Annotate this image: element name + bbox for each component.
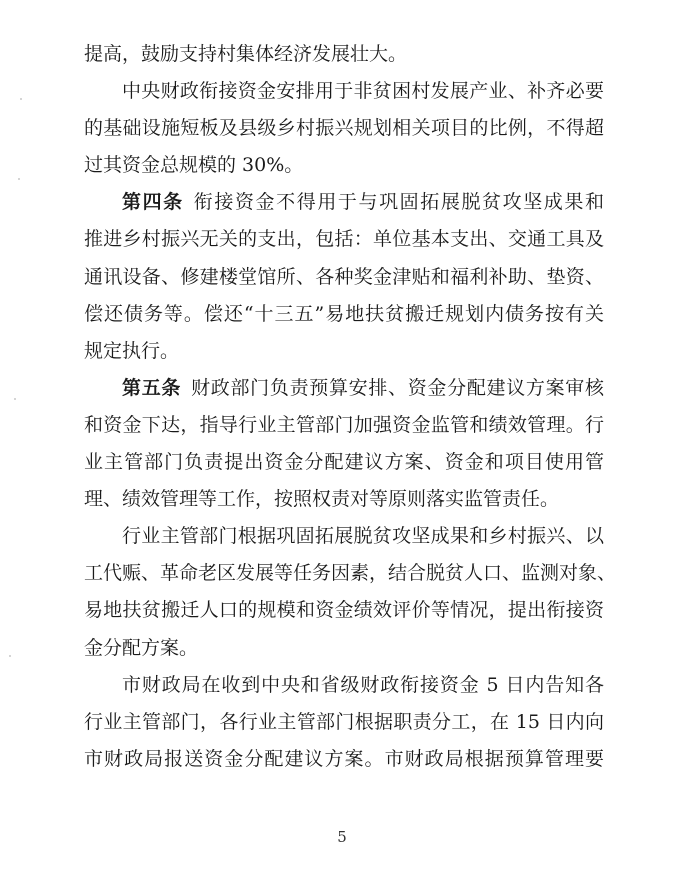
article-5-heading-line: 第五条 财政部门负责预算安排、资金分配建议方案审核 xyxy=(122,376,604,399)
text-line-9: 规定执行。 xyxy=(84,339,180,362)
text-line-16: 易地扶贫搬迁人口的规模和资金绩效评价等情况，提出衔接资 xyxy=(84,599,604,622)
text-line-3: 的基础设施短板及县级乡村振兴规划相关项目的比例，不得超 xyxy=(84,117,604,140)
page-number: 5 xyxy=(337,828,347,846)
text-line-19: 行业主管部门，各行业主管部门根据职责分工，在 15 日内向 xyxy=(84,710,604,733)
text-line-20: 市财政局报送资金分配建议方案。市财政局根据预算管理要 xyxy=(84,747,604,770)
text-line-2: 中央财政衔接资金安排用于非贫困村发展产业、补齐必要 xyxy=(122,80,604,103)
text-line-18: 市财政局在收到中央和省级财政衔接资金 5 日内告知各 xyxy=(122,673,604,696)
text-line-13: 理、绩效管理等工作，按照权责对等原则落实监管责任。 xyxy=(84,488,560,511)
text-line-8: 偿还债务等。偿还“十三五”易地扶贫搬迁规划内债务按有关 xyxy=(84,302,604,325)
scan-speck xyxy=(18,178,20,180)
text-line-14: 行业主管部门根据巩固拓展脱贫攻坚成果和乡村振兴、以 xyxy=(122,525,604,548)
text-line-4: 过其资金总规模的 30%。 xyxy=(84,154,304,177)
scan-speck xyxy=(14,398,16,400)
article-label: 第四条 xyxy=(122,191,184,214)
article-4-heading-line: 第四条 衔接资金不得用于与巩固拓展脱贫攻坚成果和 xyxy=(122,191,604,214)
text-line-12: 业主管部门负责提出资金分配建议方案、资金和项目使用管 xyxy=(84,451,604,474)
scan-speck xyxy=(9,655,11,657)
document-body xyxy=(84,36,617,778)
text-line-17: 金分配方案。 xyxy=(84,636,199,659)
article-label: 第五条 xyxy=(122,376,182,399)
text-line-6: 推进乡村振兴无关的支出，包括：单位基本支出、交通工具及 xyxy=(84,228,604,251)
text-line-11: 和资金下达，指导行业主管部门加强资金监管和绩效管理。行 xyxy=(84,413,604,436)
scan-speck xyxy=(20,98,22,100)
text-line-1: 提高，鼓励支持村集体经济发展壮大。 xyxy=(84,43,408,65)
text-line-15: 工代赈、革命老区发展等任务因素，结合脱贫人口、监测对象、 xyxy=(84,562,617,585)
text-line-7: 通讯设备、修建楼堂馆所、各种奖金津贴和福利补助、垫资、 xyxy=(84,265,604,288)
